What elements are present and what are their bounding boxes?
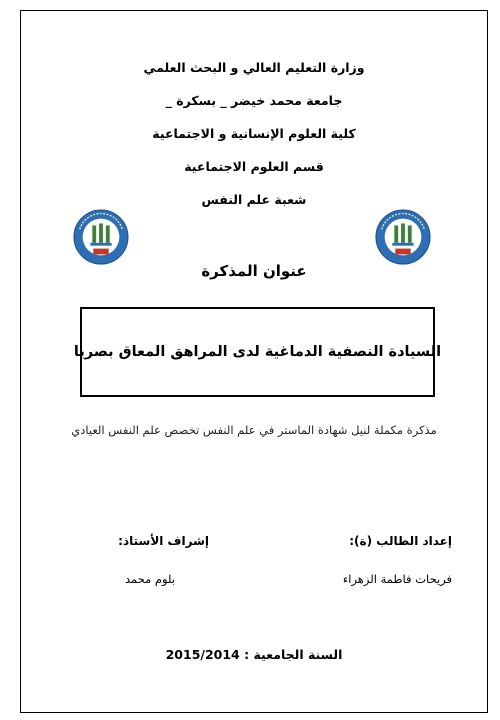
thesis-subtitle: مذكرة مكملة لنيل شهادة الماستر في علم النفس تخصص علم النفس العيادي xyxy=(71,423,437,437)
faculty-line: كلية العلوم الإنسانية و الاجتماعية xyxy=(152,126,356,141)
ministry-line: وزارة التعليم العالي و البحث العلمي xyxy=(143,60,365,75)
university-line: جامعة محمد خيضر _ بسكرة _ xyxy=(165,93,343,108)
student-name: فريحات فاطمة الزهراء xyxy=(342,572,452,586)
thesis-title: السيادة النصفية الدماغية لدى المراهق المعاق بصريا xyxy=(73,344,442,360)
university-seal-icon xyxy=(72,208,130,266)
supervisor-name: بلوم محمد xyxy=(125,572,175,586)
title-box xyxy=(73,307,442,397)
department-line: قسم العلوم الاجتماعية xyxy=(184,159,324,174)
prepared-by-label: إعداد الطالب (ة): xyxy=(349,534,452,548)
supervisor-label: إشراف الأستاذ: xyxy=(118,534,209,548)
university-seal-icon xyxy=(374,208,432,266)
academic-year: السنة الجامعية : 2015/2014 xyxy=(165,647,343,662)
branch-line: شعبة علم النفس xyxy=(201,192,307,207)
memo-heading: عنوان المذكرة xyxy=(201,262,307,280)
